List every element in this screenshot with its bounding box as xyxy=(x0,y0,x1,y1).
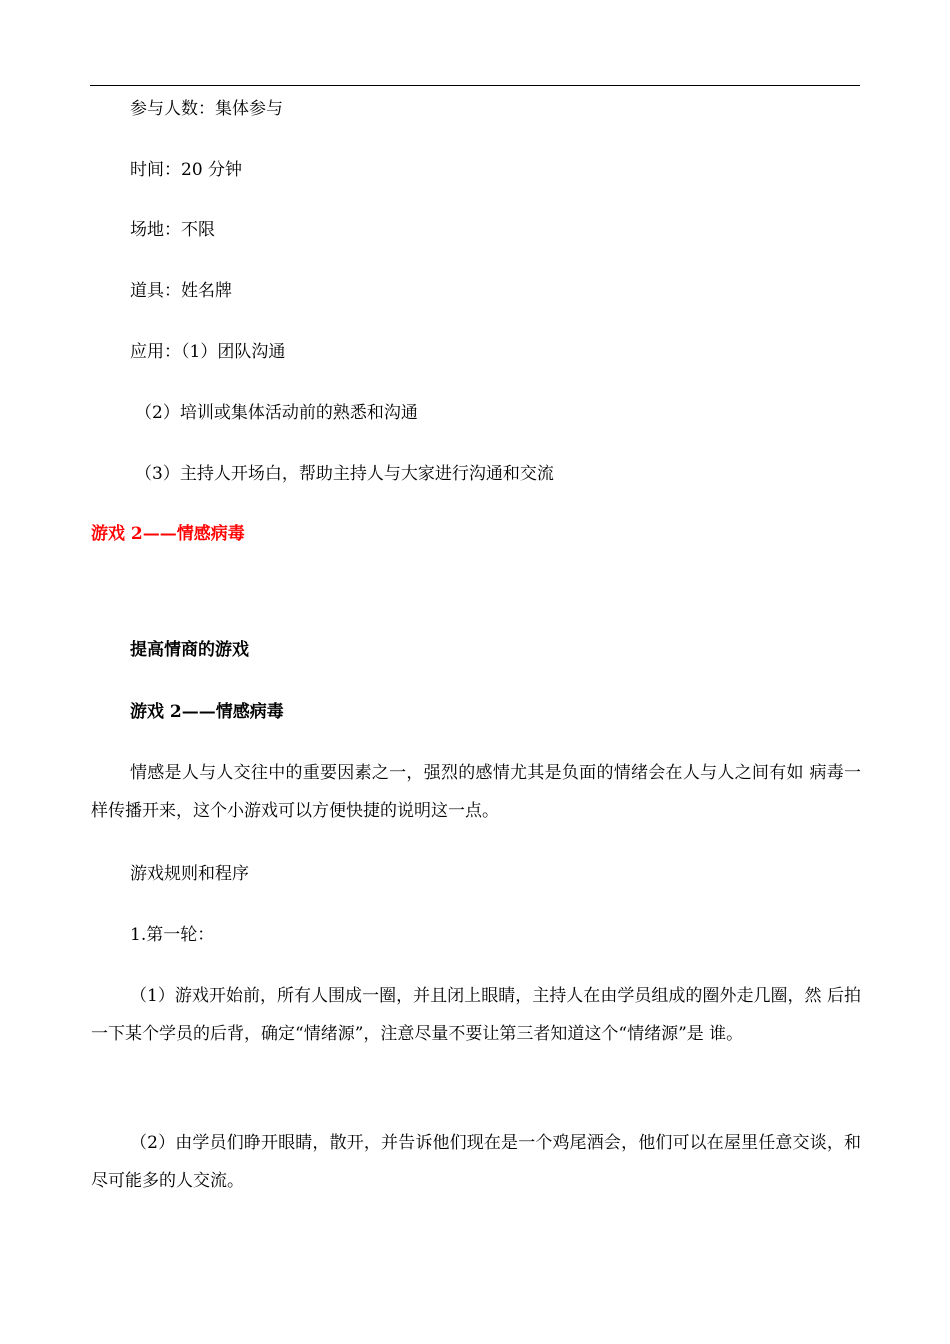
participants-line: 参与人数：集体参与 xyxy=(130,99,283,119)
round-1-label: 1.第一轮： xyxy=(130,925,215,945)
game-title: 游戏 2——情感病毒 xyxy=(130,702,284,722)
application-item-3: （3）主持人开场白，帮助主持人与大家进行沟通和交流 xyxy=(135,464,554,484)
application-item-2: （2）培训或集体活动前的熟悉和沟通 xyxy=(135,403,418,423)
section-title: 提高情商的游戏 xyxy=(130,640,249,660)
red-game-heading: 游戏 2——情感病毒 xyxy=(91,524,245,544)
venue-line: 场地：不限 xyxy=(130,220,215,240)
props-line: 道具：姓名牌 xyxy=(130,281,232,301)
step-1-paragraph: （1）游戏开始前，所有人围成一圈，并且闭上眼睛，主持人在由学员组成的圈外走几圈，然 后拍一下某个学员的后背，确定“情绪源”，注意尽量不要让第三者知道这个“情绪源”是 谁。 xyxy=(91,986,861,1044)
header-rule xyxy=(90,85,860,86)
application-line: 应用：（1）团队沟通 xyxy=(130,342,286,362)
step-2-paragraph: （2）由学员们睁开眼睛，散开，并告诉他们现在是一个鸡尾酒会，他们可以在屋里任意交谈，和尽可能多的人交流。 xyxy=(91,1133,861,1191)
rules-heading: 游戏规则和程序 xyxy=(130,864,249,884)
intro-paragraph: 情感是人与人交往中的重要因素之一，强烈的感情尤其是负面的情绪会在人与人之间有如 病毒一样传播开来，这个小游戏可以方便快捷的说明这一点。 xyxy=(91,763,861,821)
time-line: 时间：20 分钟 xyxy=(130,160,243,180)
